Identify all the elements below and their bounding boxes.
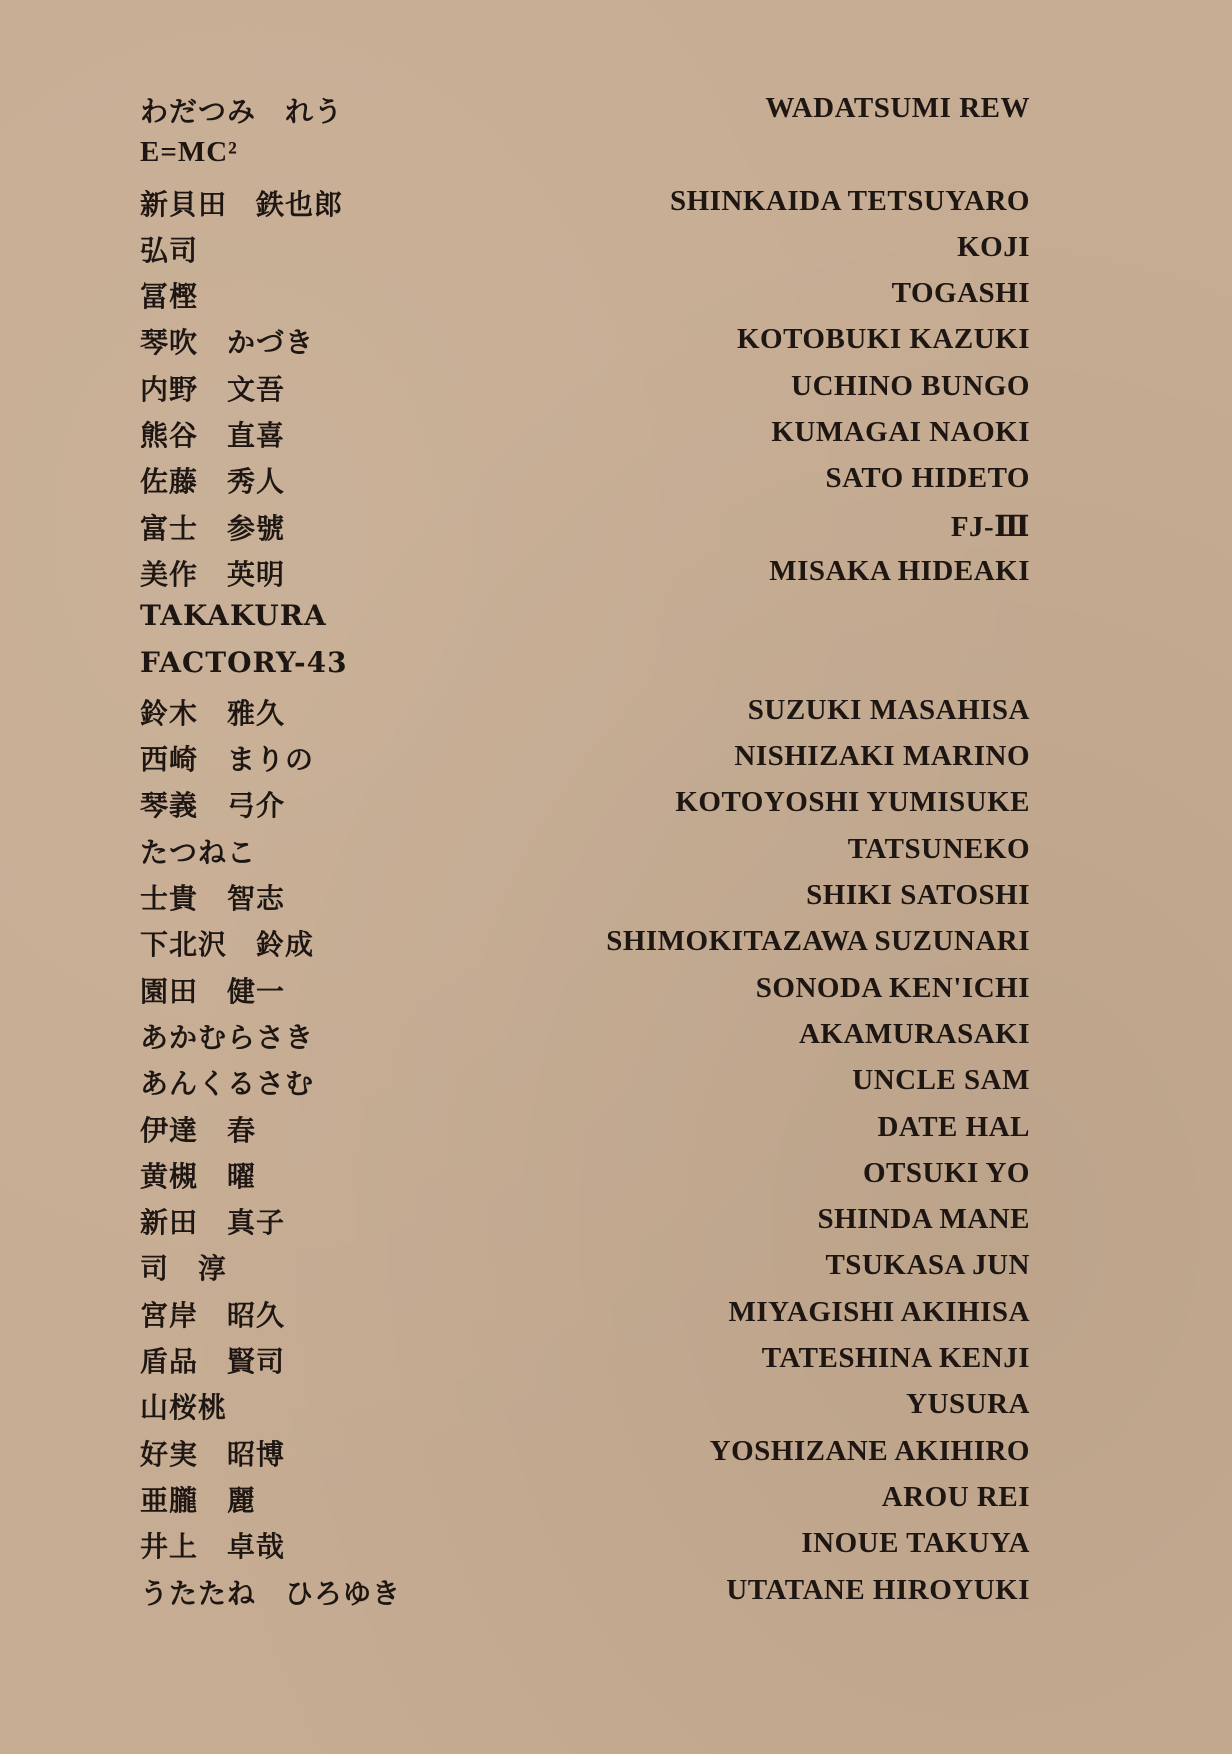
credit-name-romanized: SHIMOKITAZAWA SUZUNARI xyxy=(606,925,1030,958)
credit-name-japanese: FACTORY-43 xyxy=(140,645,348,679)
credit-row xyxy=(140,1010,1030,1056)
credit-name-romanized: AROU REI xyxy=(881,1480,1030,1513)
credit-name-japanese: TAKAKURA xyxy=(140,599,327,633)
credit-row xyxy=(140,1427,1030,1473)
credit-name-japanese: 黄槻 曜 xyxy=(140,1159,257,1193)
credit-row xyxy=(140,408,1030,454)
credit-name-japanese: 宮岸 昭久 xyxy=(140,1298,286,1332)
credit-name-japanese: 冨樫 xyxy=(140,280,199,314)
credit-name-romanized: TOGASHI xyxy=(891,277,1030,310)
credit-row xyxy=(140,84,1030,130)
credit-name-romanized: MIYAGISHI AKIHISA xyxy=(728,1295,1030,1328)
credit-row xyxy=(140,640,1030,686)
credit-row xyxy=(140,362,1030,408)
credit-name-japanese: あんくるさむ xyxy=(140,1067,315,1101)
credit-name-romanized: TATSUNEKO xyxy=(847,832,1030,865)
credit-name-japanese: 盾品 賢司 xyxy=(140,1345,286,1379)
credit-name-romanized: KOJI xyxy=(957,230,1030,263)
credit-name-japanese: 内野 文吾 xyxy=(140,372,286,406)
credit-row xyxy=(140,778,1030,824)
credit-row xyxy=(140,593,1030,639)
credit-name-japanese: 熊谷 直喜 xyxy=(140,419,286,453)
credits-list xyxy=(140,84,1030,1612)
credit-name-japanese: 新田 真子 xyxy=(140,1206,286,1240)
credit-name-romanized: UNCLE SAM xyxy=(852,1064,1030,1097)
credit-name-japanese: 西崎 まりの xyxy=(140,743,315,777)
credit-name-romanized: SHINDA MANE xyxy=(817,1203,1030,1236)
credit-row xyxy=(140,177,1030,223)
credit-name-japanese: 園田 健一 xyxy=(140,974,286,1008)
credit-name-japanese: 弘司 xyxy=(140,233,199,267)
credit-row xyxy=(140,825,1030,871)
credit-name-romanized: TSUKASA JUN xyxy=(825,1249,1030,1282)
credit-name-japanese: 琴吹 かづき xyxy=(140,326,315,360)
credit-name-japanese: 新貝田 鉄也郎 xyxy=(140,187,344,221)
credit-name-romanized: YOSHIZANE AKIHIRO xyxy=(709,1434,1030,1467)
credit-row xyxy=(140,1519,1030,1565)
credit-row xyxy=(140,1473,1030,1519)
credit-name-romanized: DATE HAL xyxy=(877,1110,1030,1143)
credit-name-romanized: UTATANE HIROYUKI xyxy=(726,1573,1030,1606)
credit-name-japanese: うたたね ひろゆき xyxy=(140,1576,402,1610)
credit-row xyxy=(140,964,1030,1010)
credit-row xyxy=(140,269,1030,315)
credit-name-japanese: 鈴木 雅久 xyxy=(140,696,286,730)
credit-name-japanese: たつねこ xyxy=(140,835,257,869)
credit-name-japanese: わだつみ れう xyxy=(140,95,344,128)
credit-row xyxy=(140,917,1030,963)
credit-name-japanese: 佐藤 秀人 xyxy=(140,465,286,499)
credit-name-romanized: INOUE TAKUYA xyxy=(801,1527,1030,1560)
credit-name-japanese: 士貴 智志 xyxy=(140,882,286,916)
credit-name-romanized: SONODA KEN'ICHI xyxy=(755,971,1030,1004)
credit-name-romanized: OTSUKI YO xyxy=(863,1156,1030,1189)
credit-name-romanized: SHIKI SATOSHI xyxy=(806,879,1030,912)
credit-row xyxy=(140,871,1030,917)
credit-name-romanized: YUSURA xyxy=(906,1388,1030,1421)
credit-row xyxy=(140,547,1030,593)
credit-name-romanized: SATO HIDETO xyxy=(825,462,1030,495)
credit-row xyxy=(140,1056,1030,1102)
credit-row xyxy=(140,1566,1030,1612)
credit-name-japanese: 富士 参號 xyxy=(140,511,286,545)
credit-name-romanized: KOTOBUKI KAZUKI xyxy=(737,323,1030,356)
credit-row xyxy=(140,1103,1030,1149)
credit-row xyxy=(140,501,1030,547)
credit-row xyxy=(140,1195,1030,1241)
credit-name-romanized: SUZUKI MASAHISA xyxy=(747,693,1030,726)
credit-name-romanized: MISAKA HIDEAKI xyxy=(769,554,1030,587)
credit-name-romanized: KOTOYOSHI YUMISUKE xyxy=(675,786,1030,819)
credit-row xyxy=(140,732,1030,778)
credit-row xyxy=(140,1380,1030,1426)
credit-name-japanese: 亜朧 麗 xyxy=(140,1483,257,1517)
credit-row xyxy=(140,130,1030,176)
credit-name-romanized: SHINKAIDA TETSUYARO xyxy=(669,184,1030,217)
credit-name-romanized: FJ-Ⅲ xyxy=(950,510,1030,543)
credit-name-japanese: 琴義 弓介 xyxy=(140,789,286,823)
credit-name-japanese: 井上 卓哉 xyxy=(140,1530,286,1564)
credit-row xyxy=(140,223,1030,269)
credit-row xyxy=(140,1241,1030,1287)
credit-name-romanized: WADATSUMI REW xyxy=(765,92,1030,124)
credit-row xyxy=(140,1288,1030,1334)
credit-name-japanese: 美作 英明 xyxy=(140,557,286,591)
credit-row xyxy=(140,454,1030,500)
credit-name-romanized: TATESHINA KENJI xyxy=(761,1342,1030,1375)
credit-row xyxy=(140,1334,1030,1380)
credit-name-japanese: 司 淳 xyxy=(140,1252,228,1286)
credit-name-japanese: E=MC² xyxy=(140,136,238,169)
credit-name-romanized: KUMAGAI NAOKI xyxy=(771,416,1030,449)
credit-name-romanized: UCHINO BUNGO xyxy=(791,369,1030,402)
credit-row xyxy=(140,686,1030,732)
credit-row xyxy=(140,1149,1030,1195)
credit-name-romanized: AKAMURASAKI xyxy=(798,1017,1030,1050)
credit-name-japanese: 下北沢 鈴成 xyxy=(140,928,315,962)
credit-name-japanese: あかむらさき xyxy=(140,1020,315,1054)
credit-name-japanese: 山桜桃 xyxy=(140,1391,228,1425)
credit-row xyxy=(140,315,1030,361)
credit-name-romanized: NISHIZAKI MARINO xyxy=(734,740,1030,773)
credit-name-japanese: 好実 昭博 xyxy=(140,1437,286,1471)
credit-name-japanese: 伊達 春 xyxy=(140,1113,257,1147)
